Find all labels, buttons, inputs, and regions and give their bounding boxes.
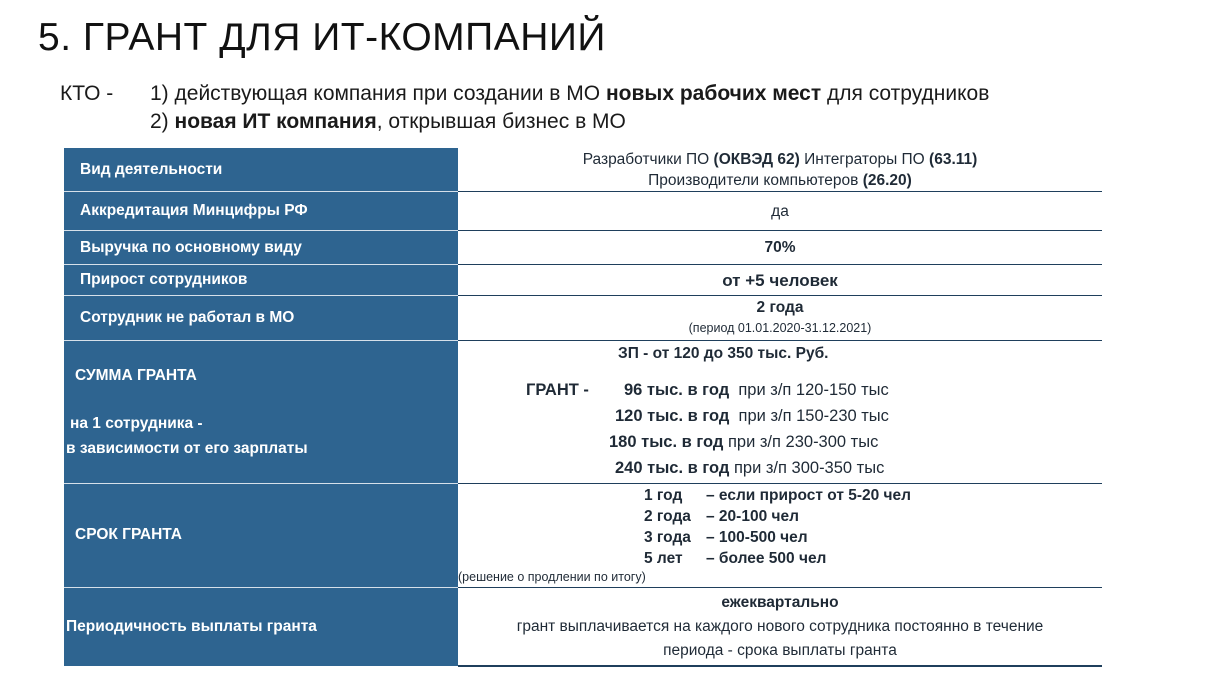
row-value: 70% [764,239,796,256]
table-row-not-worked [64,296,1102,340]
table-row-activity [64,148,1102,191]
who-line-1: 1) действующая компания при создании в МО новых рабочих мест для сотрудников [150,82,990,105]
term-line: 3 года – 100-500 чел [644,529,808,546]
grant-tier: 240 тыс. в год при з/п 300-350 тыс [615,459,885,477]
who-label: КТО - [60,82,114,105]
table-row-periodicity [64,588,1102,665]
row-value: 2 года (период 01.01.2020-31.12.2021) [688,299,872,335]
who-line-2: 2) новая ИТ компания, открывшая бизнес в МО [150,110,626,133]
term-label: СРОК ГРАНТА [75,526,182,543]
salary-range: ЗП - от 120 до 350 тыс. Руб. [618,345,829,362]
row-value: от +5 человек [722,270,838,290]
term-line: 1 год – если прирост от 5-20 чел [644,487,912,504]
grant-tier: 120 тыс. в год при з/п 150-230 тыс [615,407,889,425]
grant-tier: 96 тыс. в год при з/п 120-150 тыс [624,381,889,399]
table-row-staff-growth [64,265,1102,295]
table-row-accreditation [64,192,1102,230]
row-label: Выручка по основному виду [80,238,302,256]
term-note: (решение о продлении по итогу) [458,570,646,584]
row-value: да [771,202,789,220]
table-row-revenue [64,231,1102,264]
grant-sum-sublabel: на 1 сотрудника - [70,415,203,432]
grant-conditions-table [64,148,1102,666]
page-title: 5. ГРАНТ ДЛЯ ИТ-КОМПАНИЙ [38,16,606,59]
row-value: ежеквартально грант выплачивается на каждого нового сотрудника постоянно в течение периода - срока выплаты гранта [516,593,1044,659]
row-label: Периодичность выплаты гранта [66,617,317,635]
grant-sum-values [458,341,1102,483]
grant-tier: 180 тыс. в год при з/п 230-300 тыс [609,433,879,451]
row-label: Вид деятельности [80,160,223,178]
term-line: 5 лет – более 500 чел [644,550,827,567]
term-values [458,484,1102,587]
grant-sum-label: СУММА ГРАНТА [75,367,197,384]
grant-sum-sublabel: в зависимости от его зарплаты [66,440,308,457]
row-label: Сотрудник не работал в МО [80,309,295,326]
table-bottom-border [458,665,1102,667]
row-label: Прирост сотрудников [80,271,248,288]
grant-word: ГРАНТ - [526,381,589,399]
term-line: 2 года – 20-100 чел [644,508,799,525]
row-label: Аккредитация Минцифры РФ [80,202,308,219]
table-row-term [64,484,1102,587]
row-value: Разработчики ПО (ОКВЭД 62) Интеграторы ПО (63.11) Производители компьютеров (26.20) [582,150,978,189]
table-row-grant-sum [64,341,1102,483]
